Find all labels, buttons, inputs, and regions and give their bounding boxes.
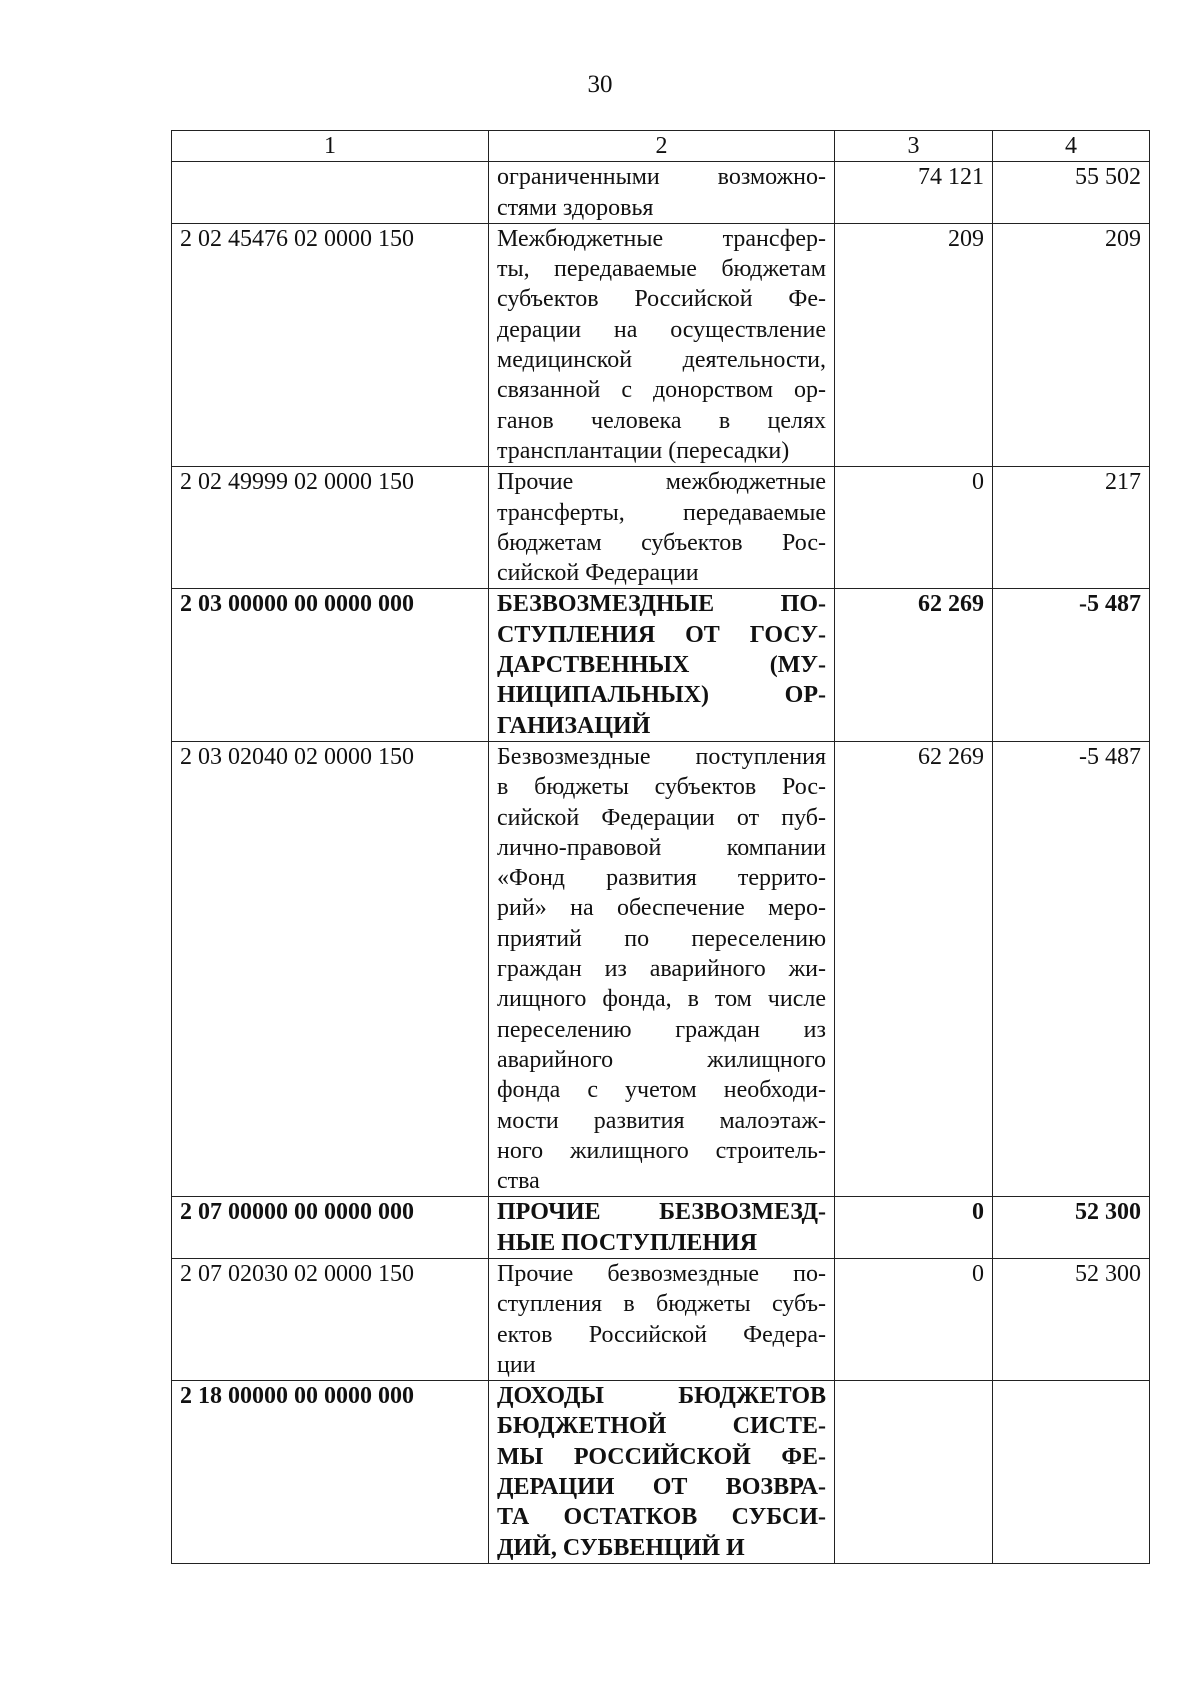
table-row [172,1258,1150,1380]
header-col-1: 1 [172,131,489,162]
description-line: ДАРСТВЕННЫХ (МУ- [497,652,826,679]
revenue-table [171,130,1150,1564]
budget-code-cell: 2 18 00000 00 0000 000 [172,1381,489,1564]
value-col-3-cell [835,1381,993,1564]
value-col-4-cell: 217 [993,467,1150,589]
description-cell [489,467,835,589]
table-row [172,162,1150,224]
description-line: ного жилищного строитель- [497,1137,826,1164]
description-line: лично-правовой компании [497,834,826,861]
value-col-3-cell: 0 [835,1197,993,1259]
description-line: сийской Федерации [497,560,699,587]
table-header-row [172,131,1150,162]
table-row [172,741,1150,1196]
description-cell [489,162,835,224]
description-line: стями здоровья [497,194,654,221]
budget-code-cell: 2 03 02040 02 0000 150 [172,741,489,1196]
description-line: МЫ РОССИЙСКОЙ ФЕ- [497,1443,826,1470]
value-col-3-cell: 62 269 [835,589,993,741]
description-line: ства [497,1168,540,1195]
header-col-4: 4 [993,131,1150,162]
description-line: ДЕРАЦИИ ОТ ВОЗВРА- [497,1474,826,1501]
description-line: ТА ОСТАТКОВ СУБСИ- [497,1504,826,1531]
value-col-3-cell: 0 [835,1258,993,1380]
value-col-4-cell: 55 502 [993,162,1150,224]
description-line: аварийного жилищного [497,1046,826,1073]
page-number: 30 [587,71,613,98]
budget-code-cell: 2 02 45476 02 0000 150 [172,223,489,466]
description-line: ступления в бюджеты субъ- [497,1291,826,1318]
header-col-2: 2 [489,131,835,162]
description-cell [489,1381,835,1564]
value-col-3-cell: 74 121 [835,162,993,224]
value-col-3-cell: 0 [835,467,993,589]
description-line: граждан из аварийного жи- [497,956,826,983]
budget-code-cell: 2 02 49999 02 0000 150 [172,467,489,589]
description-line: приятий по переселению [497,925,826,952]
description-line: ектов Российской Федера- [497,1321,826,1348]
budget-code-cell: 2 03 00000 00 0000 000 [172,589,489,741]
value-col-3-cell: 62 269 [835,741,993,1196]
description-line: связанной с донорством ор- [497,377,826,404]
description-line: в бюджеты субъектов Рос- [497,774,826,801]
description-line: рий» на обеспечение меро- [497,895,826,922]
table-row [172,1197,1150,1259]
description-line: лищного фонда, в том числе [497,986,826,1013]
description-line: ПРОЧИЕ БЕЗВОЗМЕЗД- [497,1199,826,1226]
description-line: Безвозмездные поступления [497,743,826,770]
description-line: субъектов Российской Фе- [497,286,826,313]
value-col-4-cell: -5 487 [993,589,1150,741]
description-line: ограниченными возможно- [497,164,826,191]
description-cell [489,741,835,1196]
description-line: мости развития малоэтаж- [497,1107,826,1134]
table-row [172,467,1150,589]
table-body [172,162,1150,1564]
budget-code-cell [172,162,489,224]
value-col-4-cell: 52 300 [993,1197,1150,1259]
description-line: ганов человека в целях [497,407,826,434]
description-line: ДИЙ, СУБВЕНЦИЙ И [497,1534,745,1561]
description-cell [489,1258,835,1380]
table-row [172,589,1150,741]
description-line: дерации на осуществление [497,316,826,343]
value-col-4-cell [993,1381,1150,1564]
description-line: СТУПЛЕНИЯ ОТ ГОСУ- [497,621,826,648]
budget-code-cell: 2 07 00000 00 0000 000 [172,1197,489,1259]
description-line: Прочие межбюджетные [497,469,826,496]
description-line: медицинской деятельности, [497,347,826,374]
description-cell [489,1197,835,1259]
description-line: трансплантации (пересадки) [497,437,790,464]
description-line: БЕЗВОЗМЕЗДНЫЕ ПО- [497,591,826,618]
description-line: переселению граждан из [497,1016,826,1043]
header-col-3: 3 [835,131,993,162]
description-line: ты, передаваемые бюджетам [497,256,826,283]
budget-code-cell: 2 07 02030 02 0000 150 [172,1258,489,1380]
description-line: Прочие безвозмездные по- [497,1260,826,1287]
description-line: НЫЕ ПОСТУПЛЕНИЯ [497,1229,758,1256]
description-line: бюджетам субъектов Рос- [497,529,826,556]
description-line: фонда с учетом необходи- [497,1077,826,1104]
description-line: ДОХОДЫ БЮДЖЕТОВ [497,1383,826,1410]
description-line: БЮДЖЕТНОЙ СИСТЕ- [497,1413,826,1440]
description-line: ции [497,1351,536,1378]
value-col-3-cell: 209 [835,223,993,466]
description-cell [489,223,835,466]
description-line: «Фонд развития террито- [497,865,826,892]
table-row [172,223,1150,466]
description-cell [489,589,835,741]
description-line: сийской Федерации от пуб- [497,804,826,831]
value-col-4-cell: 52 300 [993,1258,1150,1380]
description-line: ГАНИЗАЦИЙ [497,712,651,739]
description-line: НИЦИПАЛЬНЫХ) ОР- [497,682,826,709]
description-line: трансферты, передаваемые [497,499,826,526]
value-col-4-cell: -5 487 [993,741,1150,1196]
table-row [172,1381,1150,1564]
description-line: Межбюджетные трансфер- [497,225,826,252]
value-col-4-cell: 209 [993,223,1150,466]
